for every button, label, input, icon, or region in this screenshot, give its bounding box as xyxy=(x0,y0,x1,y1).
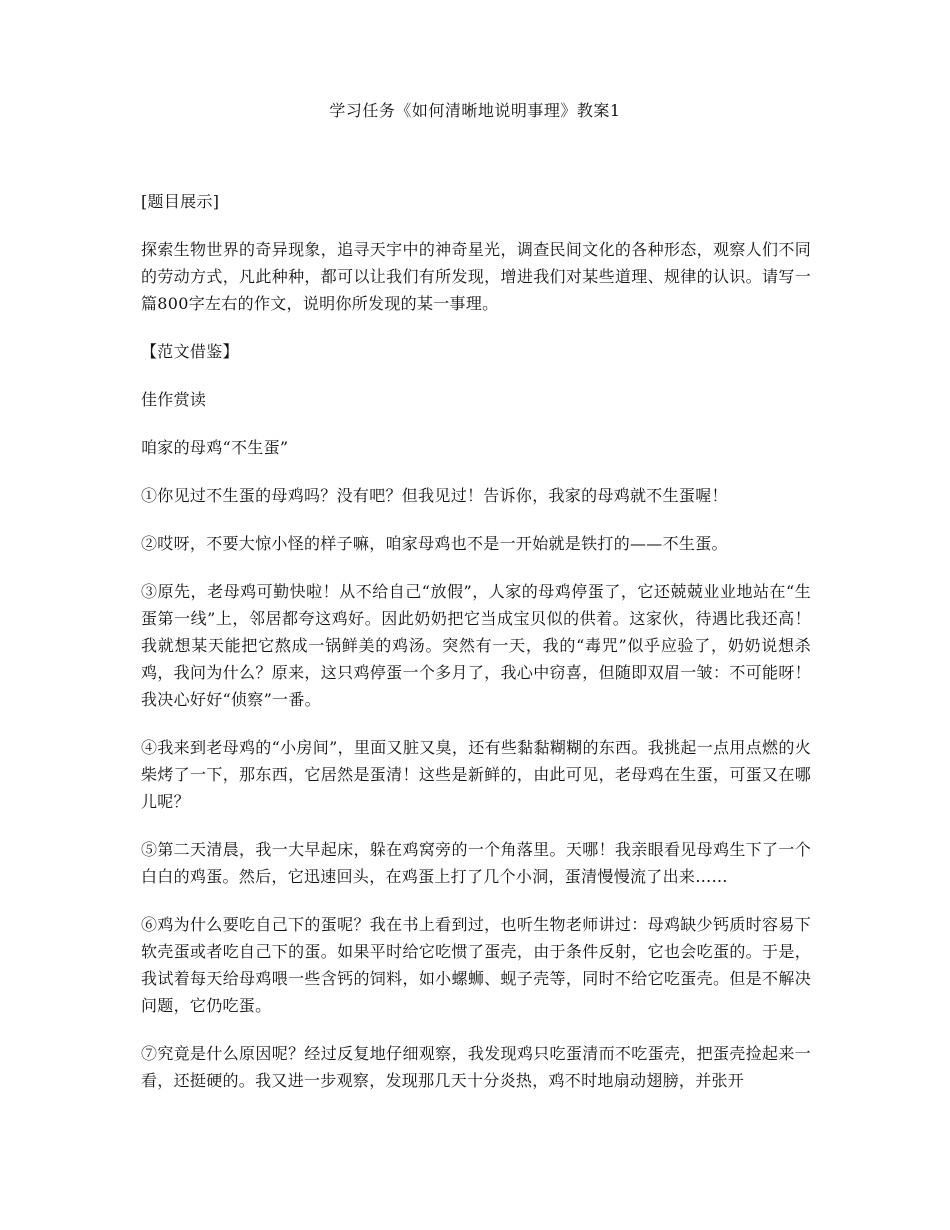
document-title: 学习任务《如何清晰地说明事理》教案1 xyxy=(329,101,621,120)
subheading-appreciation: 佳作赏读 xyxy=(141,390,207,409)
essay-paragraph-7: ⑦究竟是什么原因呢？经过反复地仔细观察，我发现鸡只吃蛋清而不吃蛋壳，把蛋壳捡起来一看，还挺硬的。我又进一步观察，发现那几天十分炎热，鸡不时地扇动翅膀，并张开 xyxy=(141,1044,811,1090)
essay-paragraph-4: ④我来到老母鸡的“小房间”，里面又脏又臭，还有些黏黏糊糊的东西。我挑起一点用点燃的火柴烤了一下，那东西，它居然是蛋清！这些是新鲜的，由此可见，老母鸡在生蛋，可蛋又在哪儿呢？ xyxy=(141,738,811,811)
section-heading-topic: [题目展示] xyxy=(141,192,220,211)
essay-title: 咱家的母鸡“不生蛋” xyxy=(141,438,289,457)
topic-paragraph: 探索生物世界的奇异现象，追寻天宇中的神奇星光，调查民间文化的各种形态，观察人们不同的劳动方式，凡此种种，都可以让我们有所发现，增进我们对某些道理、规律的认识。请写一篇800字左右的作文，说明你所发现的某一事理。 xyxy=(141,240,811,313)
section-heading-model-essay: 【范文借鉴】 xyxy=(141,342,239,361)
essay-paragraph-1: ①你见过不生蛋的母鸡吗？没有吧？但我见过！告诉你，我家的母鸡就不生蛋喔！ xyxy=(141,486,728,505)
document-body xyxy=(141,188,811,1115)
essay-paragraph-6: ⑥鸡为什么要吃自己下的蛋呢？我在书上看到过，也听生物老师讲过：母鸡缺少钙质时容易下软壳蛋或者吃自己下的蛋。如果平时给它吃惯了蛋壳，由于条件反射，它也会吃蛋的。于是，我试着每天给母鸡喂一些含钙的饲料，如小螺蛳、蚬子壳等，同时不给它吃蛋壳。但是不解决问题，它仍吃蛋。 xyxy=(141,915,811,1015)
essay-paragraph-5: ⑤第二天清晨，我一大早起床，躲在鸡窝旁的一个角落里。天哪！我亲眼看见母鸡生下了一个白白的鸡蛋。然后，它迅速回头，在鸡蛋上打了几个小洞，蛋清慢慢流了出来…… xyxy=(141,840,811,886)
essay-paragraph-3: ③原先，老母鸡可勤快啦！从不给自己“放假”，人家的母鸡停蛋了，它还兢兢业业地站在“生蛋第一线”上，邻居都夸这鸡好。因此奶奶把它当成宝贝似的供着。这家伙，待遇比我还高！我就想某天能把它熬成一锅鲜美的鸡汤。突然有一天，我的“毒咒”似乎应验了，奶奶说想杀鸡，我问为什么？原来，这只鸡停蛋一个多月了，我心中窃喜，但随即双眉一皱：不可能呀！我决心好好“侦察”一番。 xyxy=(141,582,811,709)
essay-paragraph-2: ②哎呀，不要大惊小怪的样子嘛，咱家母鸡也不是一开始就是铁打的——不生蛋。 xyxy=(141,534,728,553)
